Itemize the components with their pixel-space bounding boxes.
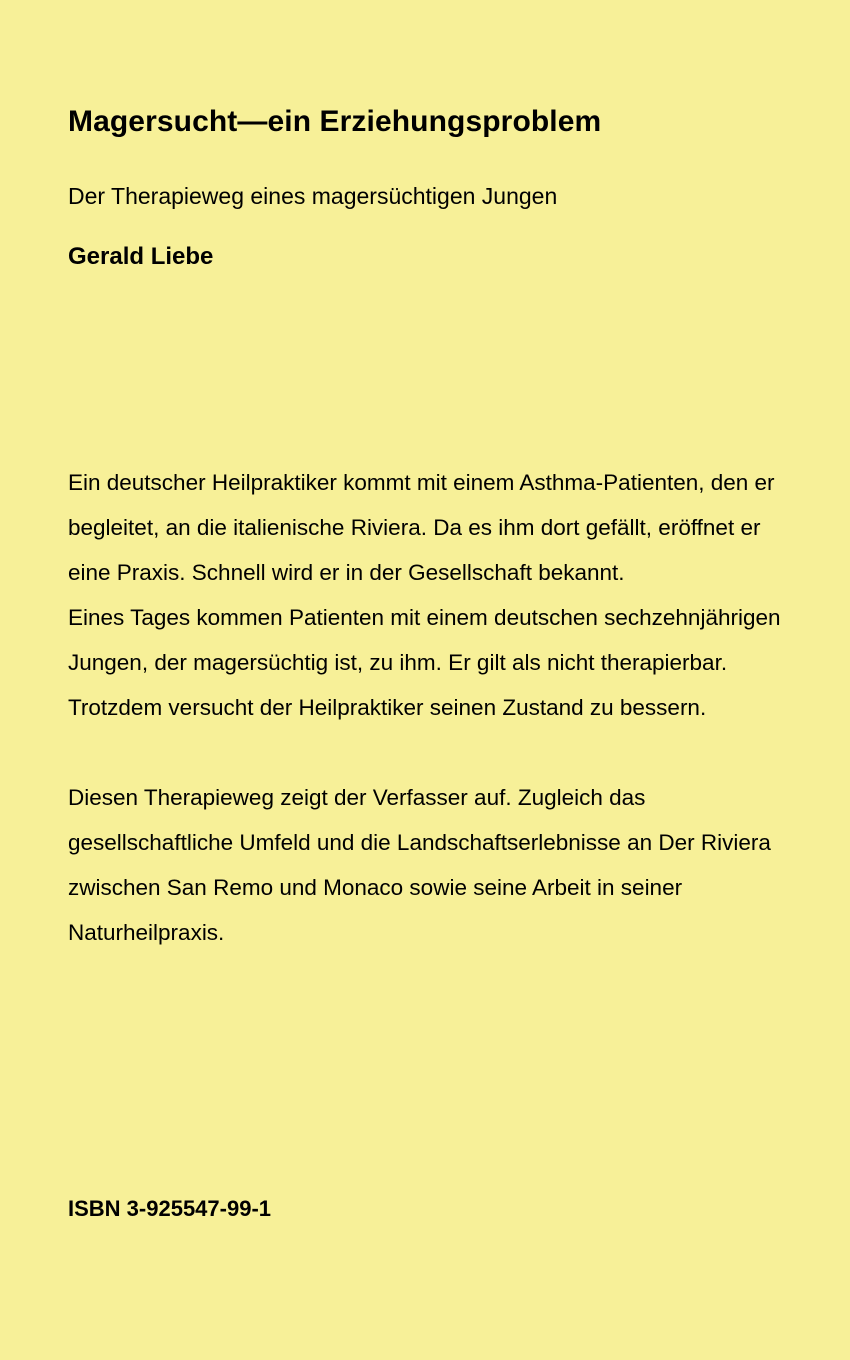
blurb-paragraph-3: Diesen Therapieweg zeigt der Verfasser auf. Zugleich das gesellschaftliche Umfeld und die Landschaftserlebnisse an Der Riviera zwischen San Remo und Monaco sowie seine Arbeit in seiner Naturheilpraxis. xyxy=(68,785,771,945)
isbn-number: ISBN 3-925547-99-1 xyxy=(68,1196,272,1221)
book-title: Magersucht—ein Erziehungsproblem xyxy=(68,105,602,138)
blurb-paragraph-2: Eines Tages kommen Patienten mit einem deutschen sechzehnjährigen Jungen, der magersüchtig ist, zu ihm. Er gilt als nicht therapierbar. Trotzdem versucht der Heilpraktiker seinen Zustand zu bessern. xyxy=(68,605,781,720)
book-author: Gerald Liebe xyxy=(68,243,214,270)
book-subtitle: Der Therapieweg eines magersüchtigen Jungen xyxy=(68,183,558,209)
blurb-paragraph-1: Ein deutscher Heilpraktiker kommt mit einem Asthma-Patienten, den er begleitet, an die italienische Riviera. Da es ihm dort gefällt, eröffnet er eine Praxis. Schnell wird er in der Gesellschaft bekannt. xyxy=(68,470,775,585)
book-blurb xyxy=(68,460,788,955)
